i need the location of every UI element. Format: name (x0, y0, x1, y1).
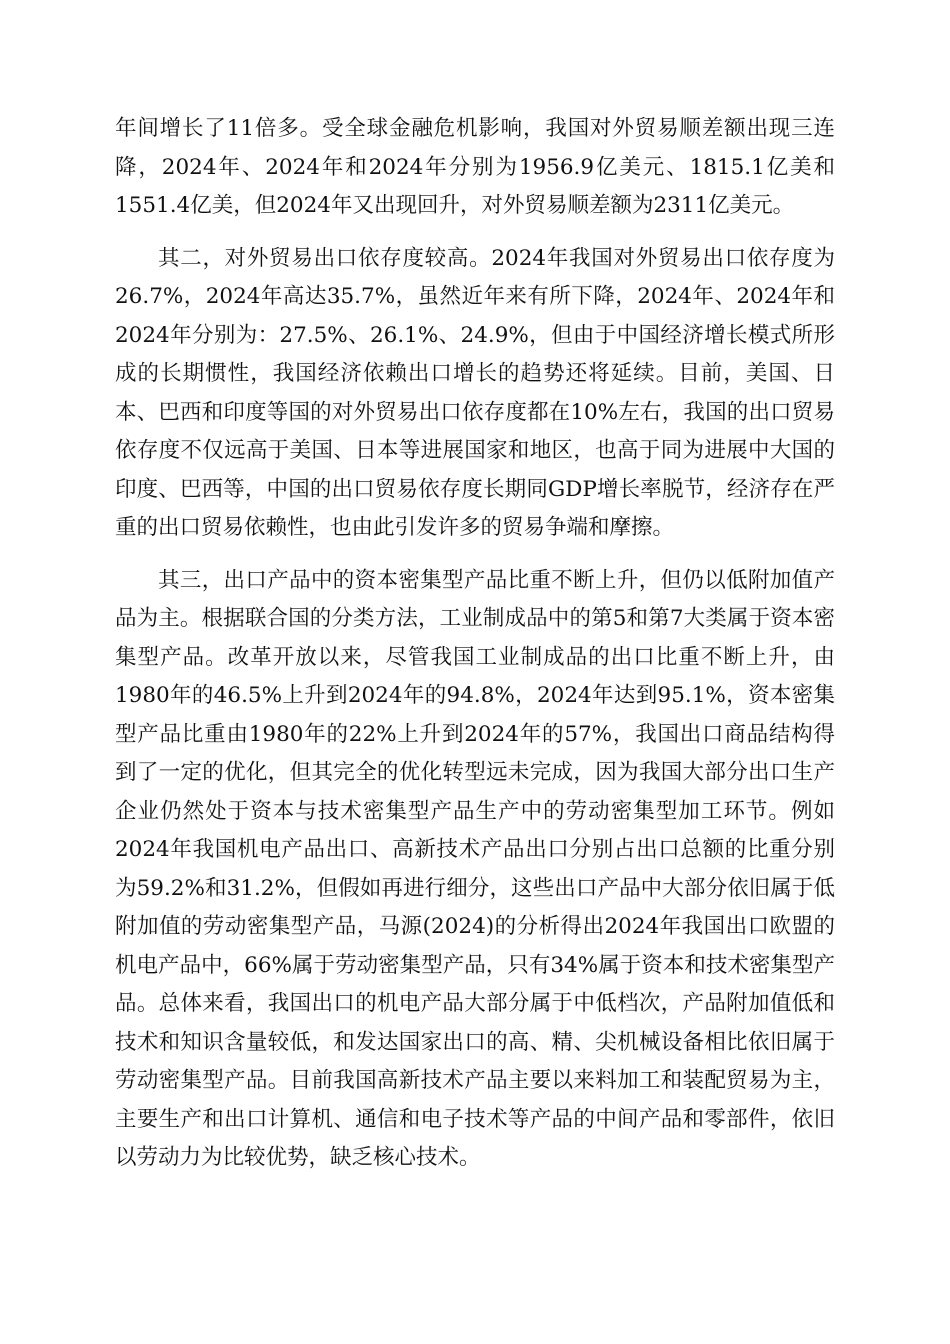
paragraph-capital-intensive-products: 其三，出口产品中的资本密集型产品比重不断上升，但仍以低附加值产品为主。根据联合国的分类方法，工业制成品中的第5和第7大类属于资本密集型产品。改革开放以来，尽管我国工业制成品的出口比重不断上升，由1980年的46.5%上升到2024年的94.8%，2024年达到95.1%，资本密集型产品比重由1980年的22%上升到2024年的57%，我国出口商品结构得到了一定的优化，但其完全的优化转型远未完成，因为我国大部分出口生产企业仍然处于资本与技术密集型产品生产中的劳动密集型加工环节。例如2024年我国机电产品出口、高新技术产品出口分别占出口总额的比重分别为59.2%和31.2%，但假如再进行细分，这些出口产品中大部分依旧属于低附加值的劳动密集型产品，马源(2024)的分析得出2024年我国出口欧盟的机电产品中，66%属于劳动密集型产品，只有34%属于资本和技术密集型产品。总体来看，我国出口的机电产品大部分属于中低档次，产品附加值低和技术和知识含量较低，和发达国家出口的高、精、尖机械设备相比依旧属于劳动密集型产品。目前我国高新技术产品主要以来料加工和装配贸易为主，主要生产和出口计算机、通信和电子技术等产品的中间产品和零部件，依旧以劳动力为比较优势，缺乏核心技术。 (115, 567, 835, 1170)
paragraph-export-dependence: 其二，对外贸易出口依存度较高。2024年我国对外贸易出口依存度为26.7%，2024年高达35.7%，虽然近年来有所下降，2024年、2024年和2024年分别为：27.5%、26.1%、24.9%，但由于中国经济增长模式所形成的长期惯性，我国经济依赖出口增长的趋势还将延续。目前，美国、日本、巴西和印度等国的对外贸易出口依存度都在10%左右，我国的出口贸易依存度不仅远高于美国、日本等进展国家和地区，也高于同为进展中大国的印度、巴西等，中国的出口贸易依存度长期同GDP增长率脱节，经济存在严重的出口贸易依赖性，也由此引发许多的贸易争端和摩擦。 (115, 245, 835, 540)
document-body (115, 110, 835, 1178)
paragraph-trade-surplus: 年间增长了11倍多。受全球金融危机影响，我国对外贸易顺差额出现三连降，2024年、2024年和2024年分别为1956.9亿美元、1815.1亿美和1551.4亿美，但2024年又出现回升，对外贸易顺差额为2311亿美元。 (115, 116, 835, 218)
